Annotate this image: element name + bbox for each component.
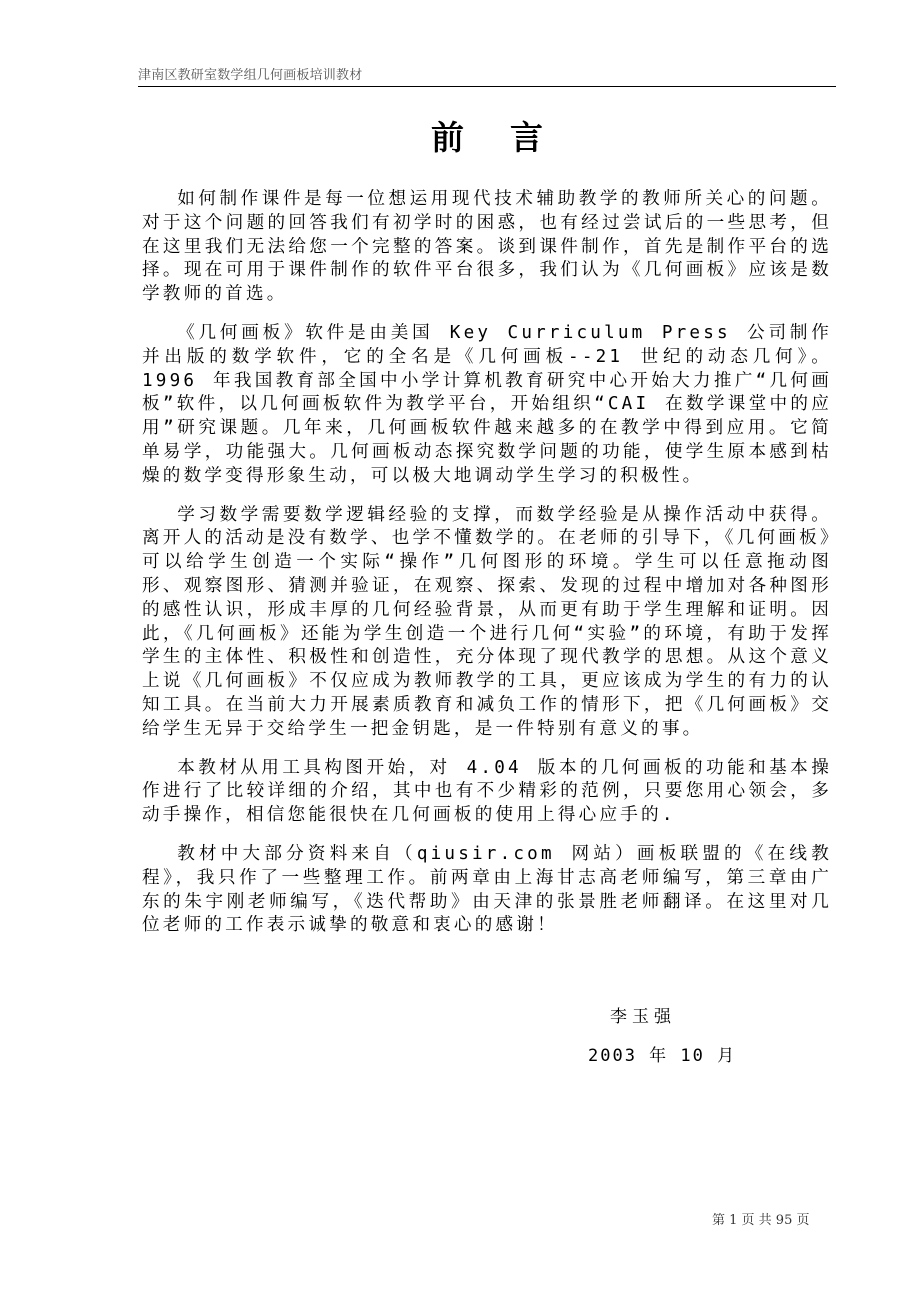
paragraph: 《几何画板》软件是由美国 Key Curriculum Press 公司制作并出版的数学软件，它的全名是《几何画板--21 世纪的动态几何》。1996 年我国教育部全国中小学计算机教育研究中心开始大力推广“几何画板”软件，以几何画板软件为教学平台，开始组织“CAI 在数学课堂中的应用”研究课题。几年来，几何画板软件越来越多的在教学中得到应用。它简单易学，功能强大。几何画板动态探究数学问题的功能，使学生原本感到枯燥的数学变得形象生动，可以极大地调动学生学习的积极性。 [142,322,832,486]
preface-body [142,188,832,953]
paragraph: 学习数学需要数学逻辑经验的支撑，而数学经验是从操作活动中获得。离开人的活动是没有数学、也学不懂数学的。在老师的引导下，《几何画板》可以给学生创造一个实际“操作”几何图形的环境。学生可以任意拖动图形、观察图形、猜测并验证，在观察、探索、发现的过程中增加对各种图形的感性认识，形成丰厚的几何经验背景，从而更有助于学生理解和证明。因此，《几何画板》还能为学生创造一个进行几何“实验”的环境，有助于发挥学生的主体性、积极性和创造性，充分体现了现代教学的思想。从这个意义上说《几何画板》不仅应成为教师教学的工具，更应该成为学生的有力的认知工具。在当前大力开展素质教育和减负工作的情形下，把《几何画板》交给学生无异于交给学生一把金钥匙，是一件特别有意义的事。 [142,504,832,739]
paragraph: 教材中大部分资料来自（qiusir.com 网站）画板联盟的《在线教程》，我只作了一些整理工作。前两章由上海甘志高老师编写，第三章由广东的朱宇刚老师编写，《迭代帮助》由天津的张景胜老师翻译。在这里对几位老师的工作表示诚挚的敬意和衷心的感谢！ [142,843,832,936]
paragraph: 如何制作课件是每一位想运用现代技术辅助教学的教师所关心的问题。对于这个问题的回答我们有初学时的困惑，也有经过尝试后的一些思考，但在这里我们无法给您一个完整的答案。谈到课件制作，首先是制作平台的选择。现在可用于课件制作的软件平台很多，我们认为《几何画板》应该是数学教师的首选。 [142,189,832,305]
page-header [138,64,836,87]
page-title: 前言 [431,118,589,157]
header-title: 津南区教研室数学组几何画板培训教材 [138,68,363,83]
author-signature: 李玉强 [610,1007,676,1027]
paragraph: 本教材从用工具构图开始，对 4.04 版本的几何画板的功能和基本操作进行了比较详细的介绍，其中也有不少精彩的范例，只要您用心领会，多动手操作，相信您能很快在几何画板的使用上得心应手的. [142,757,832,826]
signature-date: 2003 年 10 月 [588,1046,737,1066]
page-number: 第 1 页 共 95 页 [712,1213,810,1228]
